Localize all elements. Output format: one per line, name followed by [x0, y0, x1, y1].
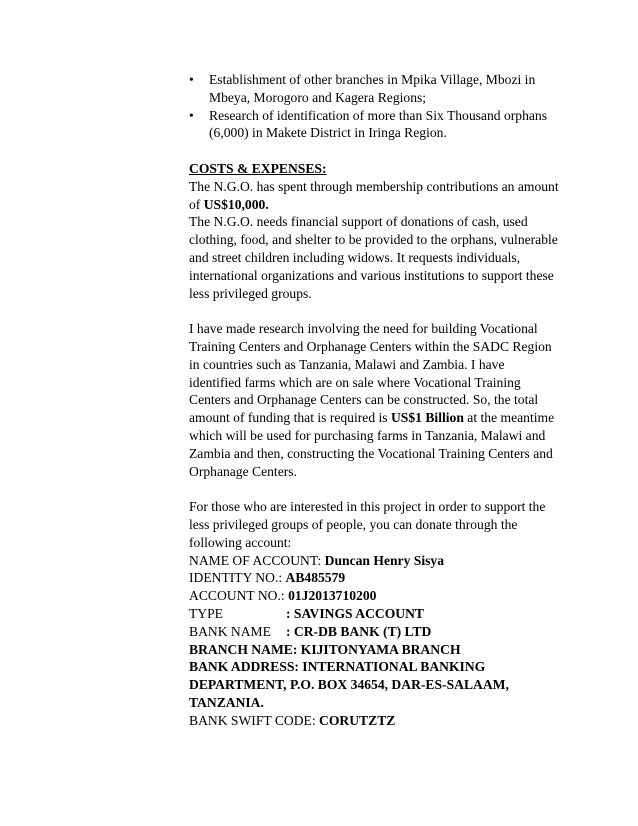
- costs-paragraph-2: The N.G.O. needs financial support of donations of cash, used clothing, food, and shelter to be provided to the orphans, vulnerable and street children including widows. It requests individuals, international organizations and various institutions to support these less privileged groups.: [189, 214, 558, 301]
- account-type-line: [189, 605, 559, 623]
- identity-line: [189, 569, 559, 587]
- bullet-icon: •: [189, 107, 194, 123]
- research-text-post: at the meantime which will be used for purchasing farms in Tanzania, Malawi and Zambia and then, constructing the Vocational Training Centers and Orphanage Centers.: [189, 410, 555, 479]
- identity-value: AB485579: [285, 570, 346, 586]
- research-paragraph: [189, 320, 559, 480]
- account-type-value: : SAVINGS ACCOUNT: [286, 605, 424, 621]
- costs-heading: COSTS & EXPENSES:: [189, 160, 327, 176]
- donate-intro: For those who are interested in this project in order to support the less privileged groups of people, you can donate through the following account:: [189, 499, 546, 550]
- account-name-value: Duncan Henry Sisya: [324, 552, 444, 568]
- swift-code-line: [189, 712, 559, 730]
- bullet-item: [189, 107, 559, 143]
- costs-paragraph-1: [189, 178, 559, 214]
- swift-code-value: CORUTZTZ: [319, 712, 396, 728]
- account-number-value: 01J2013710200: [288, 588, 377, 604]
- costs-text: The N.G.O. has spent through membership contributions an amount of: [189, 178, 559, 212]
- bank-address-line: [189, 658, 559, 711]
- account-type-label: TYPE: [189, 605, 223, 621]
- swift-code-label: BANK SWIFT CODE:: [189, 712, 320, 728]
- bullet-list: [189, 71, 559, 142]
- bank-name-label: BANK NAME: [189, 623, 271, 639]
- costs-amount: US$10,000.: [203, 196, 269, 212]
- bullet-icon: •: [189, 72, 194, 87]
- account-name-line: [189, 552, 559, 570]
- research-text-pre: I have made research involving the need for building Vocational Training Centers and Orphanage Centers within the SADC Region in countries such as Tanzania, Malawi and Zambia. I have identified farms which are on sale where Vocational Training Centers and Orphanage Centers can be constructed. So, the total amount of funding that is required is: [189, 321, 552, 426]
- branch-name-text: BRANCH NAME: KIJITONYAMA BRANCH: [189, 641, 461, 657]
- account-number-line: [189, 587, 559, 605]
- bank-name-value: : CR-DB BANK (T) LTD: [286, 623, 432, 639]
- account-number-label: ACCOUNT NO.:: [189, 588, 289, 604]
- identity-label: IDENTITY NO.:: [189, 570, 286, 586]
- document-page: [189, 71, 559, 729]
- bullet-item: [189, 71, 559, 107]
- bank-name-line: [189, 623, 559, 641]
- bank-address-text: BANK ADDRESS: INTERNATIONAL BANKING DEPARTMENT, P.O. BOX 34654, DAR-ES-SALAAM, TANZANIA.: [189, 659, 509, 710]
- bullet-text: Research of identification of more than Six Thousand orphans (6,000) in Makete District in Iringa Region.: [209, 107, 547, 141]
- bullet-text: Establishment of other branches in Mpika Village, Mbozi in Mbeya, Morogoro and Kagera Regions;: [209, 72, 536, 105]
- research-amount: US$1 Billion: [390, 410, 464, 426]
- branch-name-line: [189, 641, 559, 659]
- account-name-label: NAME OF ACCOUNT:: [189, 552, 325, 568]
